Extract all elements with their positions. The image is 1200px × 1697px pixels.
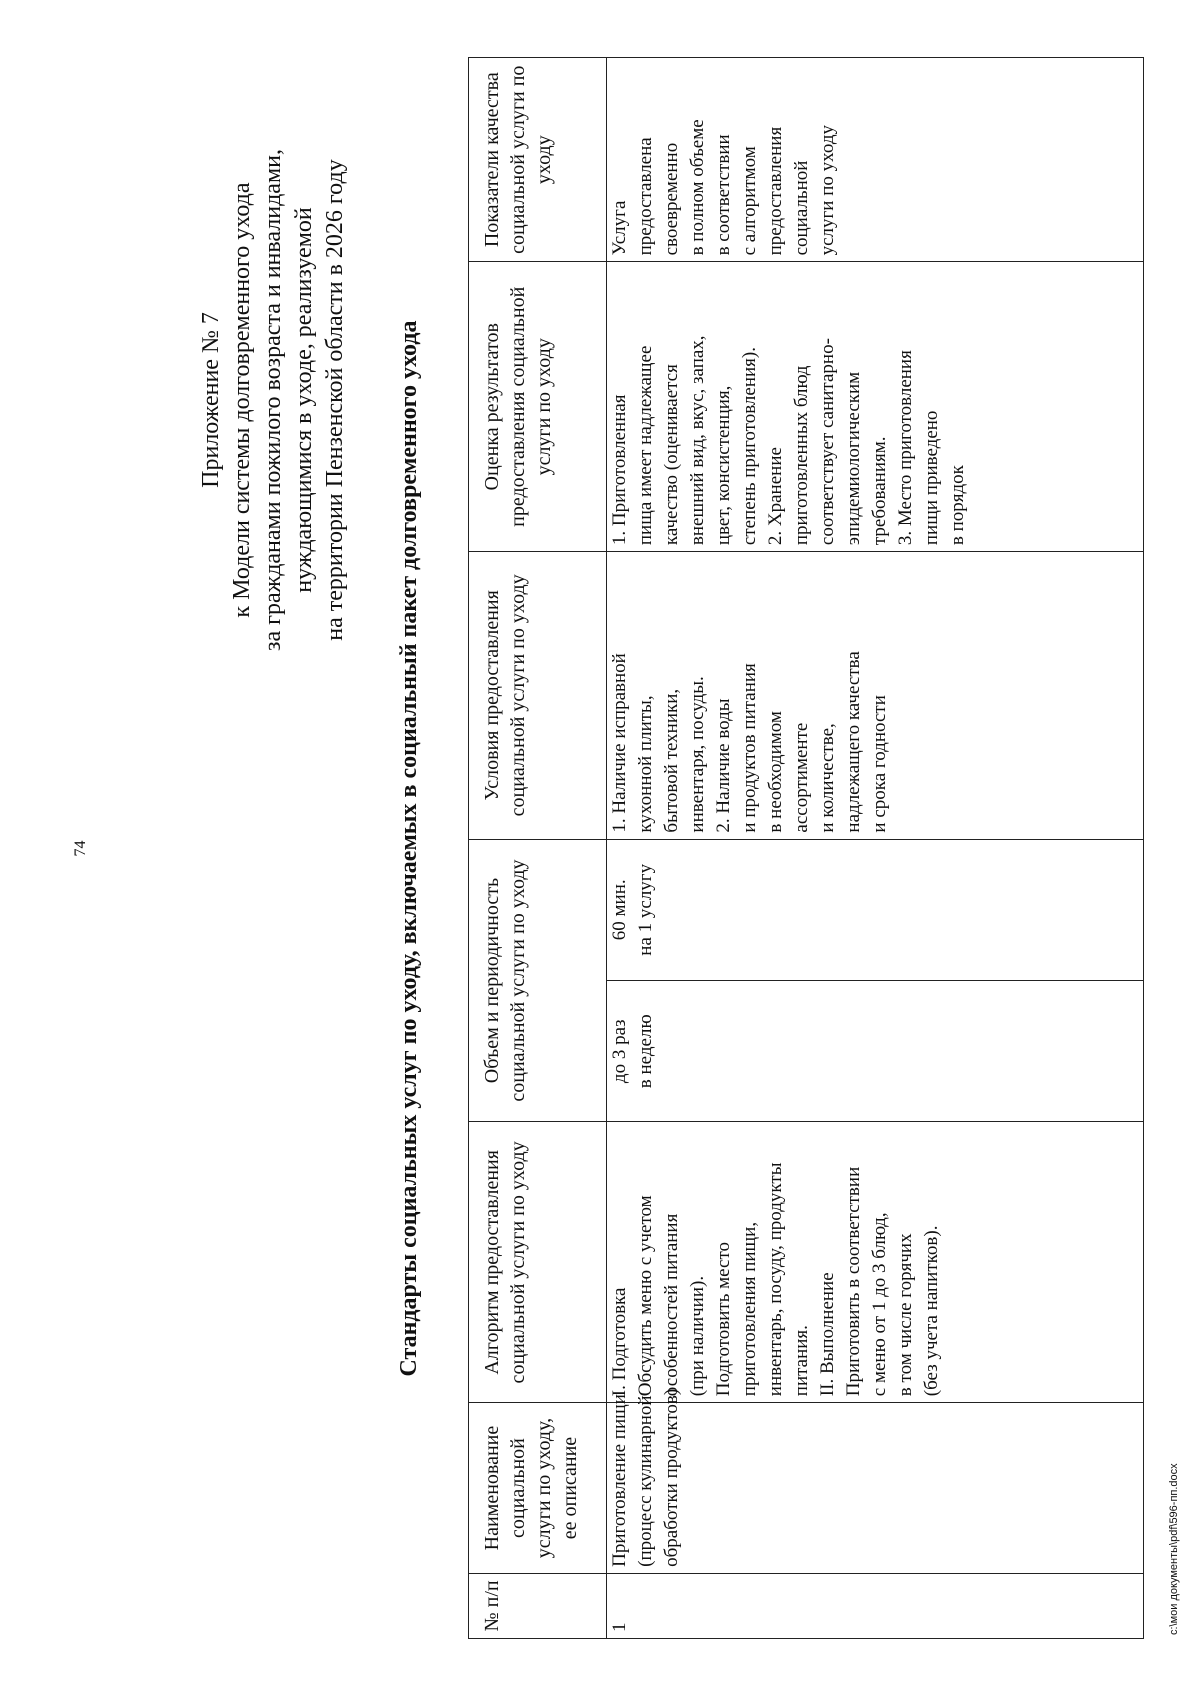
cell-line: в полном объеме [687,119,708,256]
cell-line: в неделю [635,1014,656,1089]
header-evaluation: Оценка результатов предоставления социальной услуги по уходу [469,262,607,552]
cell-line: внешний вид, вкус, запах, [687,335,708,546]
cell-line: (процесс кулинарной [635,1395,656,1567]
appendix-line: к Модели системы долговременного ухода [229,182,255,618]
cell-line: эпидемиологическим [843,371,864,546]
cell-line: пищи приведено [921,410,942,546]
cell-line: питания. [791,1325,812,1397]
cell-line: (без учета напитков). [921,1225,942,1397]
cell-line: особенностей питания [661,1213,682,1397]
cell-algorithm [607,1122,1144,1403]
header-num: № п/п [469,1573,607,1638]
header-quality: Показатели качества социальной услуги по уходу [469,58,607,262]
cell-line: Приготовить в соответствии [843,1166,864,1397]
cell-line: инвентарь, посуду, продукты [765,1162,786,1397]
cell-frequency [607,981,1144,1122]
cell-line: кухонной плиты, [635,695,656,833]
cell-line: Подготовить место [713,1241,734,1397]
cell-line: и продуктов питания [739,663,760,833]
appendix-line: на территории Пензенской области в 2026 году [322,159,348,641]
cell-line: обработки продуктов) [661,1388,682,1567]
cell-line: степень приготовления). [739,347,760,546]
cell-line: пища имеет надлежащее [635,345,656,546]
cell-line: и количестве, [817,723,838,833]
appendix-line: Приложение № 7 [198,312,224,488]
header-algorithm: Алгоритм предоставления социальной услуги по уходу [469,1122,607,1403]
table-row [607,58,1144,1639]
cell-line: социальной [791,160,812,256]
cell-line: в соответствии [713,134,734,256]
cell-line: предоставления [765,126,786,256]
cell-line: с алгоритмом [739,146,760,256]
cell-line: Обсудить меню с учетом [635,1195,656,1397]
cell-line: инвентаря, посуды. [687,676,708,833]
page-number: 74 [72,840,89,857]
document-title: Стандарты социальных услуг по уходу, включаемых в социальный пакет долговременного ухода [396,320,422,1377]
cell-line: бытовой техники, [661,688,682,833]
cell-line: в том числе горячих [895,1233,916,1397]
cell-line: цвет, консистенция, [713,385,734,546]
standards-table [468,57,1144,1639]
cell-line: требованиям. [869,436,890,546]
cell-line: приготовления пищи, [739,1221,760,1397]
cell-line: ассортименте [791,722,812,833]
cell-line: (при наличии). [687,1275,708,1397]
cell-line: своевременно [661,142,682,256]
cell-quality [607,58,1144,262]
cell-line: соответствует санитарно- [817,338,838,546]
cell-line: в необходимом [765,711,786,833]
cell-line: 1. Наличие исправной [609,653,630,833]
cell-line: приготовленных блюд [791,365,812,546]
header-name: Наименование социальной услуги по уходу, ее описание [469,1403,607,1574]
cell-line: предоставлена [635,137,656,256]
cell-line: в порядок [947,465,968,546]
cell-name [607,1388,1144,1574]
header-volume: Объем и периодичность социальной услуги по уходу [469,839,607,1122]
appendix-line: за гражданами пожилого возраста и инвалидами, [260,149,286,652]
cell-line: Услуга [609,200,630,256]
cell-line: II. Выполнение [817,1272,838,1397]
footer-file-path: c:\мои документы\pdf\596-пп.docx [1168,1463,1180,1635]
cell-num: 1 [607,1573,1144,1638]
cell-duration [607,839,1144,980]
cell-evaluation [607,262,1144,552]
cell-line: на 1 услугу [635,863,656,956]
cell-line: и срока годности [869,695,890,833]
appendix-line: нуждающимися в уходе, реализуемой [291,207,317,593]
cell-line: услуги по уходу [817,124,838,256]
cell-line: с меню от 1 до 3 блюд, [869,1212,890,1397]
cell-conditions [607,552,1144,839]
cell-line: 2. Наличие воды [713,698,734,833]
header-conditions: Условия предоставления социальной услуги по уходу [469,552,607,839]
cell-line: до 3 раз [609,1019,630,1084]
cell-line: 60 мин. [609,879,630,941]
appendix-header [196,90,351,710]
cell-line: 2. Хранение [765,447,786,546]
cell-line: I. Подготовка [609,1287,630,1397]
cell-line: 1. Приготовленная [609,394,630,546]
cell-line: качество (оценивается [661,364,682,546]
cell-line: Приготовление пищи [609,1394,630,1567]
cell-line: 3. Место приготовления [895,350,916,546]
cell-line: надлежащего качества [843,651,864,833]
